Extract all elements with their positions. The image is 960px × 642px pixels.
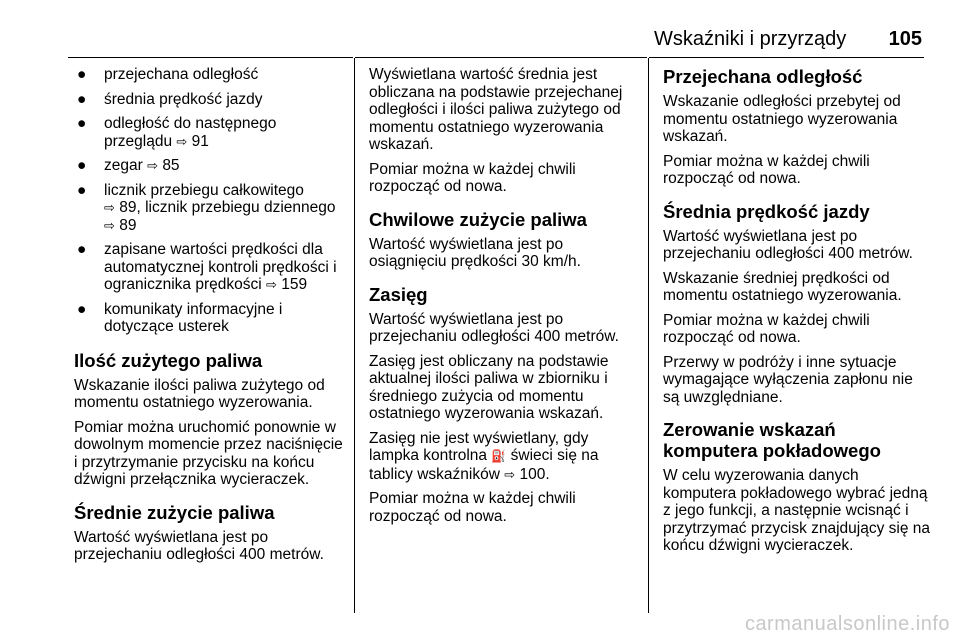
column-divider-2 (648, 58, 649, 613)
bullet-dot: ● (77, 66, 87, 83)
fuel-warning-lamp-icon: ⛽ (491, 449, 507, 463)
paragraph: Wartość wyświetlana jest po osiągnięciu prędkości 30 km/h. (369, 235, 581, 270)
page-number: 105 (888, 28, 922, 50)
paragraph: Pomiar można uruchomić ponownie w dowolnym momencie przez naciśnięcie i przytrzymanie przycisku na końcu dźwigni przełącznika wycieraczek. (74, 418, 343, 488)
left-column (74, 66, 346, 571)
paragraph: Zasięg jest obliczany na podstawie aktualnej ilości paliwa w zbiorniku i średniego zużycia od momentu ostatniego wyzerowania wskazań. (369, 352, 609, 422)
page-header (600, 26, 922, 52)
paragraph: Pomiar można w każdej chwili rozpocząć od nowa. (663, 311, 870, 346)
header-rule-left (68, 57, 353, 58)
reference-arrow-icon: ⇨ (504, 466, 516, 482)
section-heading-avg-consumption: Średnie zużycie paliwa (74, 501, 275, 523)
paragraph: Wartość wyświetlana jest po przejechaniu odległości 400 metrów. (74, 528, 324, 563)
feature-list (74, 66, 346, 336)
page-title: Wskaźniki i przyrządy (654, 28, 847, 50)
section-heading-distance: Przejechana odległość (663, 66, 863, 87)
paragraph: W celu wyzerowania danych komputera pokładowego wybrać jedną z jego funkcji, a następnie wcisnąć i przytrzymać przycisk znajdujący się na końcu dźwigni wycieraczek. (663, 467, 931, 554)
paragraph: Wskazanie odległości przebytej od momentu ostatniego wyzerowania wskazań. (663, 93, 901, 145)
page-reference[interactable]: 85 (162, 157, 180, 174)
list-item: ● odległość do następnego przeglądu ⇨ 91 (77, 115, 277, 150)
page-reference[interactable]: 91 (191, 132, 209, 150)
column-divider-1 (354, 58, 355, 613)
paragraph: Wyświetlana wartość średnia jest obliczana na podstawie przejechanej odległości i ilości paliwa zużytego od momentu ostatniego wyzerowania wskazań. (369, 66, 623, 153)
section-heading-instant-consumption: Chwilowe zużycie paliwa (369, 208, 587, 230)
list-item: ● komunikaty informacyjne i dotyczące usterek (77, 300, 283, 335)
list-item: ● przejechana odległość (77, 66, 259, 83)
bullet-dot: ● (77, 157, 87, 174)
list-item: ● zegar ⇨ 85 (77, 157, 180, 174)
paragraph: Wartość wyświetlana jest po przejechaniu odległości 400 metrów. (663, 227, 913, 262)
section-heading-reset: Zerowanie wskazań komputera pokładowego (663, 419, 881, 461)
paragraph: Pomiar można w każdej chwili rozpocząć od nowa. (369, 160, 576, 195)
bullet-dot: ● (77, 115, 87, 132)
paragraph: Wartość wyświetlana jest po przejechaniu odległości 400 metrów. (369, 310, 619, 345)
paragraph: Pomiar można w każdej chwili rozpocząć od nowa. (663, 152, 870, 187)
section-heading-fuel-used: Ilość zużytego paliwa (74, 349, 263, 371)
right-column (663, 66, 931, 562)
bullet-dot: ● (77, 241, 87, 258)
list-item: ● średnia prędkość jazdy (77, 90, 263, 108)
reference-arrow-icon: ⇨ (265, 277, 277, 292)
reference-arrow-icon: ⇨ (147, 158, 158, 173)
page-reference[interactable]: 159 (281, 276, 308, 293)
reference-arrow-icon: ⇨ (104, 200, 115, 215)
paragraph: Wskazanie ilości paliwa zużytego od momentu ostatniego wyzerowania. (74, 376, 325, 411)
middle-column (369, 66, 641, 532)
reference-arrow-icon: ⇨ (104, 217, 115, 233)
bullet-dot: ● (77, 300, 87, 318)
watermark: carmanualsonline.info (744, 613, 950, 635)
header-rule-middle (355, 57, 647, 58)
reference-arrow-icon: ⇨ (176, 133, 188, 149)
page-reference[interactable]: 100. (519, 465, 550, 483)
section-heading-range: Zasięg (369, 283, 428, 305)
paragraph: Wskazanie średniej prędkości od momentu ostatniego wyzerowania. (663, 269, 902, 304)
bullet-dot: ● (77, 181, 87, 199)
paragraph: Przerwy w podróży i inne sytuacje wymagające wyłączenia zapłonu nie są uwzględniane. (663, 353, 913, 406)
paragraph: Zasięg nie jest wyświetlany, gdy lampka kontrolna ⛽ świeci się na tablicy wskaźników ⇨ 100. (369, 429, 599, 483)
header-rule-right (649, 57, 924, 58)
section-heading-avg-speed: Średnia prędkość jazdy (663, 200, 870, 222)
list-item: ● licznik przebiegu całkowitego ⇨ 89, licznik przebiegu dziennego ⇨ 89 (77, 181, 336, 234)
page-reference[interactable]: 89 (119, 199, 137, 216)
bullet-dot: ● (77, 90, 87, 108)
paragraph: Pomiar można w każdej chwili rozpocząć od nowa. (369, 490, 576, 525)
list-item: ● zapisane wartości prędkości dla automatycznej kontroli prędkości i ogranicznika prędkości ⇨ 159 (77, 241, 337, 293)
page-reference[interactable]: 89 (119, 216, 137, 234)
